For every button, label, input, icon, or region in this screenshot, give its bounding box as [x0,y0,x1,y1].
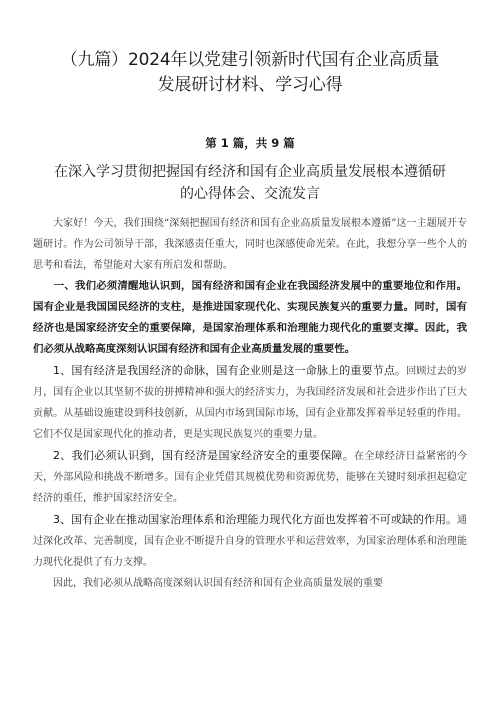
point-one-paragraph: 一、我们必须清醒地认识到，国有经济和国有企业在我国经济发展中的重要地位和作用。国有企业是我国国民经济的支柱，是推进国家现代化、实现民族复兴的重要力量。同时，国有经济也是国家经济安全的重要保障，是国家治理体系和治理能力现代化的重要支撑。因此，我们必须从战略高度深刻认识国有经济和国有企业高质量发展的重要性。 [33,280,467,355]
sub-point-one-lead: 1、国有经济是我国经济的命脉，国有企业则是这一命脉上的重要节点。 [53,364,407,377]
part-label: 第 1 篇，共 9 篇 [205,136,295,150]
sub-point-one-paragraph [33,360,467,445]
sub-point-two-body: 在全球经济日益紧密的今天，外部风险和挑战不断增多。国有企业凭借其规模优势和资源优势，能够在关键时刻承担起稳定经济的重任，维护国家经济安全。 [33,451,468,504]
sub-point-two-paragraph [33,445,467,509]
document-title: （九篇）2024年以党建引领新时代国有企业高质量发展研讨材料、学习心得 [60,50,440,95]
sub-point-three-paragraph [33,509,467,573]
closing-paragraph: 因此，我们必须从战略高度深刻认识国有经济和国有企业高质量发展的重要 [53,578,383,589]
sub-point-one-body: 回顾过去的岁月，国有企业以其坚韧不拔的拼搏精神和强大的经济实力，为我国经济发展和社会进步作出了巨大贡献。从基础设施建设到科技创新，从国内市场到国际市场，国有企业都发挥着举足轻重的作用。它们不仅是国家现代化的推动者，更是实现民族复兴的重要力量。 [33,366,467,440]
sub-point-three-body: 通过深化改革、完善制度，国有企业不断提升自身的管理水平和运营效率，为国家治理体系和治理能力现代化提供了有力支撑。 [33,515,467,568]
intro-paragraph: 大家好！今天，我们围绕“深刻把握国有经济和国有企业高质量发展根本遵循”这一主题展开专题研讨。作为公司领导干部，我深感责任重大，同时也深感使命光荣。在此，我想分享一些个人的思考和看法，希望能对大家有所启发和帮助。 [33,218,467,271]
sub-point-three-lead: 3、国有企业在推动国家治理体系和治理能力现代化方面也发挥着不可或缺的作用。 [53,513,457,526]
sub-point-two-lead: 2、我们必须认识到，国有经济是国家经济安全的重要保障。 [53,449,355,462]
section-heading: 在深入学习贯彻把握国有经济和国有企业高质量发展根本遵循研的心得体会、交流发言 [54,164,446,202]
